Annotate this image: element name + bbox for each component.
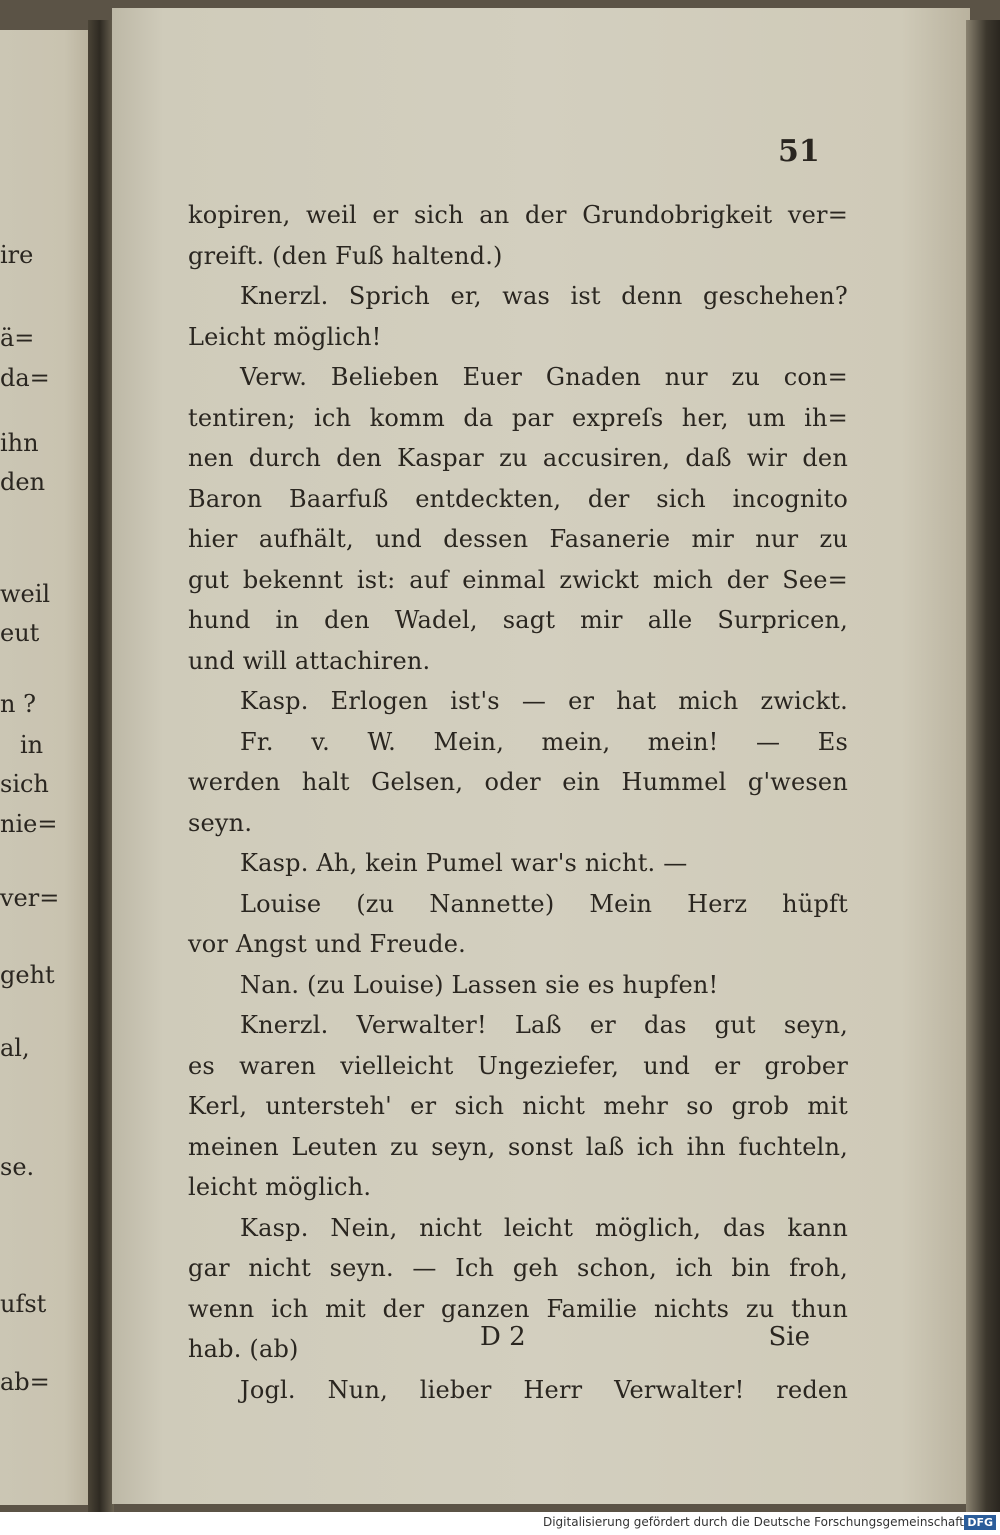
text-line: werden halt Gelsen, oder ein Hummel g'wesen — [188, 768, 848, 796]
left-page-fragment: ä= — [0, 324, 35, 352]
left-page-fragment: n ? — [0, 690, 36, 718]
left-page-fragment: ver= — [0, 884, 60, 912]
left-page-fragment: nie= — [0, 810, 58, 838]
text-line: greift. (den Fuß haltend.) — [188, 241, 503, 270]
signature-mark: D 2 — [480, 1322, 526, 1352]
text-line: Leicht möglich! — [188, 322, 382, 351]
text-line: meinen Leuten zu seyn, sonst laß ich ihn fuchteln, — [188, 1132, 848, 1161]
left-page-fragment: ab= — [0, 1368, 50, 1396]
left-page-fragment: den — [0, 468, 46, 496]
text-line: Baron Baarfuß entdeckten, der sich incognito — [188, 484, 848, 513]
text-line: hier aufhält, und dessen Fasanerie mir nur zu — [188, 525, 848, 553]
book-gutter — [88, 20, 114, 1512]
text-line: vor Angst und Freude. — [188, 930, 466, 958]
text-line: Kasp. Nein, nicht leicht möglich, das kann — [240, 1213, 848, 1242]
page-footer — [480, 1322, 810, 1362]
text-line: leicht möglich. — [188, 1173, 372, 1201]
left-page-fragment: eut — [0, 619, 40, 647]
text-line: und will attachiren. — [188, 646, 431, 675]
catchword: Sie — [768, 1322, 810, 1352]
text-line: Knerzl. Verwalter! Laß er das gut seyn, — [240, 1011, 848, 1039]
left-page-fragment: geht — [0, 961, 55, 989]
text-line: wenn ich mit der ganzen Familie nichts zu thun — [188, 1294, 848, 1323]
text-line: Nan. (zu Louise) Lassen sie es hupfen! — [240, 970, 719, 999]
text-line: Kasp. Erlogen ist's — er hat mich zwickt. — [240, 687, 848, 715]
text-line: gar nicht seyn. — Ich geh schon, ich bin froh, — [188, 1254, 848, 1282]
text-line: gut bekennt ist: auf einmal zwickt mich der See= — [188, 565, 848, 594]
text-line: kopiren, weil er sich an der Grundobrigkeit ver= — [188, 201, 848, 229]
left-page-fragment: al, — [0, 1034, 30, 1062]
text-line: hund in den Wadel, sagt mir alle Surpricen, — [188, 606, 848, 634]
text-line: hab. (ab) — [188, 1335, 299, 1363]
page-number: 51 — [778, 134, 820, 169]
left-page-fragment: sich — [0, 770, 49, 798]
body-text — [188, 195, 848, 1410]
left-page-fragment: in — [20, 731, 44, 759]
text-line: Fr. v. W. Mein, mein, mein! — Es — [240, 727, 848, 756]
text-line: es waren vielleicht Ungeziefer, und er grober — [188, 1051, 848, 1080]
text-line: Kasp. Ah, kein Pumel war's nicht. — — [240, 849, 688, 877]
left-page-fragment: weil — [0, 580, 51, 608]
credit-bar — [0, 1512, 1000, 1535]
text-line: Knerzl. Sprich er, was ist denn geschehen? — [240, 282, 848, 310]
text-line: tentiren; ich komm da par expreſs her, um ih= — [188, 403, 848, 432]
left-page-fragment: da= — [0, 364, 50, 392]
left-page-fragment: ihn — [0, 429, 39, 457]
text-line: Verw. Belieben Euer Gnaden nur zu con= — [240, 363, 848, 391]
left-page-fragment: ire — [0, 241, 34, 269]
left-page-fragment: ufst — [0, 1290, 47, 1318]
text-line: Kerl, untersteh' er sich nicht mehr so grob mit — [188, 1092, 848, 1120]
page-edge-shadow — [966, 20, 1000, 1512]
text-line: Louise (zu Nannette) Mein Herz hüpft — [240, 889, 848, 918]
funding-credit: Digitalisierung gefördert durch die Deutsche Forschungsgemeinschaft — [542, 1515, 964, 1529]
dfg-logo-icon: DFG — [964, 1515, 996, 1530]
left-page-edge — [0, 30, 92, 1505]
text-line: nen durch den Kaspar zu accusiren, daß wir den — [188, 444, 848, 472]
left-page-fragment: se. — [0, 1153, 35, 1181]
text-line: seyn. — [188, 808, 253, 837]
text-line: Jogl. Nun, lieber Herr Verwalter! reden — [240, 1375, 848, 1404]
